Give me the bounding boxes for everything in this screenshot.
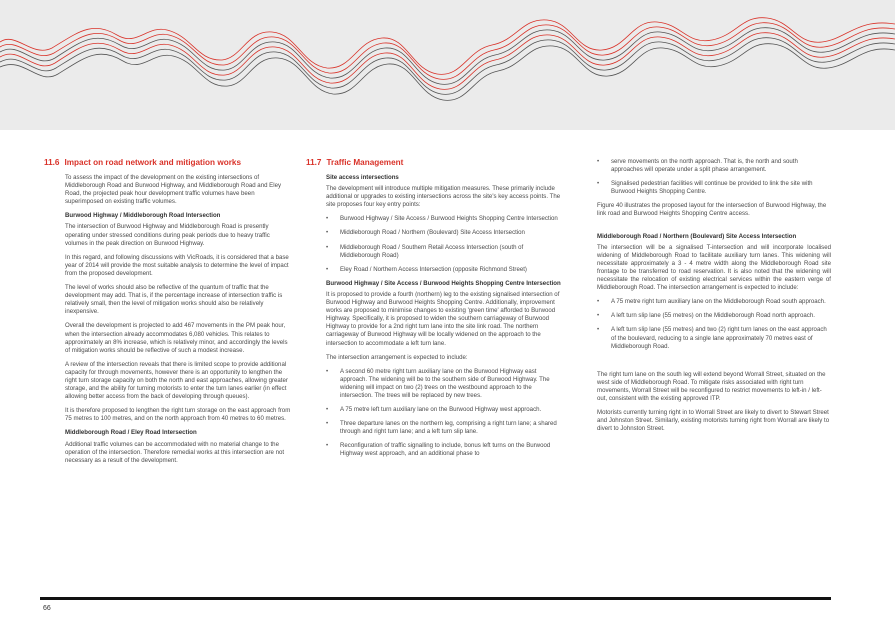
footer-rule [40, 597, 831, 600]
paragraph: The right turn lane on the south leg will extend beyond Worrall Street, situated on the west side of Middleborough Road. To mitigate risks associated with right turn movements, Worrall Street will be reconfigured to restrict movements to left-in / left-out, consistent with the existing approved ITP. [597, 370, 826, 402]
paragraph: The development will introduce multiple mitigation measures. These primarily include additional or upgrades to existing intersections across the site's key access points. The site proposes four key entry points: [326, 185, 561, 209]
list-item: • Three departure lanes on the northern leg, comprising a right turn lane; a shared through and right turn lane; and a left turn slip lane. [326, 420, 562, 436]
bullet-list [326, 215, 562, 273]
paragraph: Motorists currently turning right in to Worrall Street are likely to divert to Stewart Street and Johnston Street. Similarly, existing motorists turning right from Worrall are likely to divert to Johnston Street. [597, 409, 830, 433]
page-number: 66 [43, 605, 51, 612]
section-heading-11-7 [306, 158, 562, 168]
section-title: Impact on road network and mitigation works [64, 158, 241, 167]
contour-line [0, 44, 895, 101]
paragraph: The level of works should also be reflective of the quantum of traffic that the development may add. That is, if the percentage increase of intersection traffic is relatively small, then the level of mitigation works should also be relatively inexpensive. [65, 284, 283, 316]
subsection-heading: Burwood Highway / Site Access / Burwood Heights Shopping Centre Intersection [326, 279, 561, 287]
contour-lines-graphic [0, 0, 895, 130]
list-item: • A left turn slip lane (55 metres) and two (2) right turn lanes on the east approach of the boulevard, reducing to a single lane approximately 70 metres east of Middleborough Road. [597, 326, 831, 350]
contour-line [0, 33, 895, 90]
bullet-list [597, 298, 831, 350]
contour-line [0, 18, 895, 75]
paragraph: A review of the intersection reveals that there is limited scope to provide additional capacity for through movements, however there is an opportunity to lengthen the right turn storage capacity on both the north and east approaches, allowing greater storage, and the ability for turning motorists to enter the turn lanes earlier (in effect allowing better access from the back of developing through queues). [65, 360, 288, 401]
bullet-list [597, 158, 831, 196]
subsection-heading: Burwood Highway / Middleborough Road Intersection [65, 212, 221, 220]
list-item: • Signalised pedestrian facilities will continue be provided to link the site with Burwood Heights Shopping Centre. [597, 180, 831, 196]
subsection-heading: Site access intersections [326, 174, 399, 181]
paragraph: Additional traffic volumes can be accommodated with no material change to the operation of the intersection. Therefore remedial works at this intersection are not necessary as a result of the development. [65, 440, 285, 464]
contour-line [0, 28, 895, 85]
column-1 [44, 158, 294, 471]
paragraph: The intersection of Burwood Highway and Middleborough Road is presently operating under stressed conditions during peak periods due to heavy traffic volumes in the peak direction on Burwood Highway. [65, 223, 270, 247]
section-title: Traffic Management [326, 158, 404, 167]
paragraph: The intersection arrangement is expected to include: [326, 353, 468, 361]
paragraph: It is therefore proposed to lengthen the right turn storage on the east approach from 75 metres to 100 metres, and on the north approach from 40 metres to 60 metres. [65, 407, 291, 423]
list-item: • Burwood Highway / Site Access / Burwood Heights Shopping Centre Intersection [326, 215, 562, 223]
figure-note: Figure 40 illustrates the proposed layout for the intersection of Burwood Highway, the link road and Burwood Heights Shopping Centre access. [597, 202, 827, 218]
paragraph: It is proposed to provide a fourth (northern) leg to the existing signalised intersection of Burwood Highway and Burwood Heights Shopping Centre. Additionally, improvement works are proposed to minimise changes to existing 'green time' afforded to Burwood Highway. Specifically, it is proposed to widen the southern carriageway of Burwood Highway to provide for a 2nd right turn lane into the site link road. The northern carriageway of Burwood Highway will be locally widened on the approach to the intersection to accommodate a left turn lane. [326, 290, 560, 347]
section-heading-11-6 [44, 158, 294, 168]
list-item: • Reconfiguration of traffic signalling to include, bonus left turns on the Burwood Highway west approach, and an additional phase to [326, 442, 562, 458]
subsection-heading: Middleborough Road / Eley Road Intersection [65, 429, 197, 437]
paragraph: Overall the development is projected to add 467 movements in the PM peak hour, when the intersection already accommodates 6,080 vehicles. This relates to approximately an 8% increase, which is relatively minor, and accordingly the levels of mitigation works should be reflective of such a modest increase. [65, 322, 288, 354]
list-item: • Eley Road / Northern Access Intersection (opposite Richmond Street) [326, 266, 562, 274]
list-item: • A 75 metre left turn auxiliary lane on the Burwood Highway west approach. [326, 406, 562, 414]
list-item: • A second 60 metre right turn auxiliary lane on the Burwood Highway east approach. The widening will be to the southern side of Burwood Highway. The widening will impact on two (2) trees on the westbound approach to the intersection. The trees will be replaced by new trees. [326, 368, 562, 400]
list-item: • serve movements on the north approach. That is, the north and south approaches will operate under a split phase arrangement. [597, 158, 831, 174]
column-3 [597, 158, 831, 439]
list-item: • Middleborough Road / Southern Retail Access Intersection (south of Middleborough Road) [326, 244, 562, 260]
paragraph: The intersection will be a signalised T-intersection and will incorporate localised widening of Middleborough Road to facilitate auxiliary turn lanes. This widening will necessitate approximately a 3 - 4 metre width along the Middleborough Road site frontage to be transferred to road reservation. It is also noted that the widening will necessitate the relocation of existing electrical services within the eastern verge of Middleborough Road. The intersection arrangement is expected to include: [597, 243, 831, 292]
paragraph: To assess the impact of the development on the existing intersections of Middleborough Road and Burwood Highway, and Middleborough Road and Eley Road, the projected peak hour development traffic volumes have been superimposed on existing traffic volumes. [65, 174, 282, 206]
contour-line [0, 23, 895, 80]
subsection-heading: Middleborough Road / Northern (Boulevard) Site Access Intersection [597, 232, 797, 240]
list-item: • Middleborough Road / Northern (Boulevard) Site Access Intersection [326, 229, 562, 237]
list-item: • A left turn slip lane (55 metres) on the Middleborough Road north approach. [597, 312, 831, 320]
paragraph: In this regard, and following discussions with VicRoads, it is considered that a base year of 2014 will provide the most suitable analysis to determine the level of impact from the proposed development. [65, 253, 289, 277]
section-number: 11.7 [306, 158, 322, 167]
section-number: 11.6 [44, 158, 60, 167]
column-2 [306, 158, 562, 465]
contour-banner [0, 0, 895, 130]
contour-line [0, 38, 895, 95]
list-item: • A 75 metre right turn auxiliary lane on the Middleborough Road south approach. [597, 298, 831, 306]
bullet-list [326, 368, 562, 459]
